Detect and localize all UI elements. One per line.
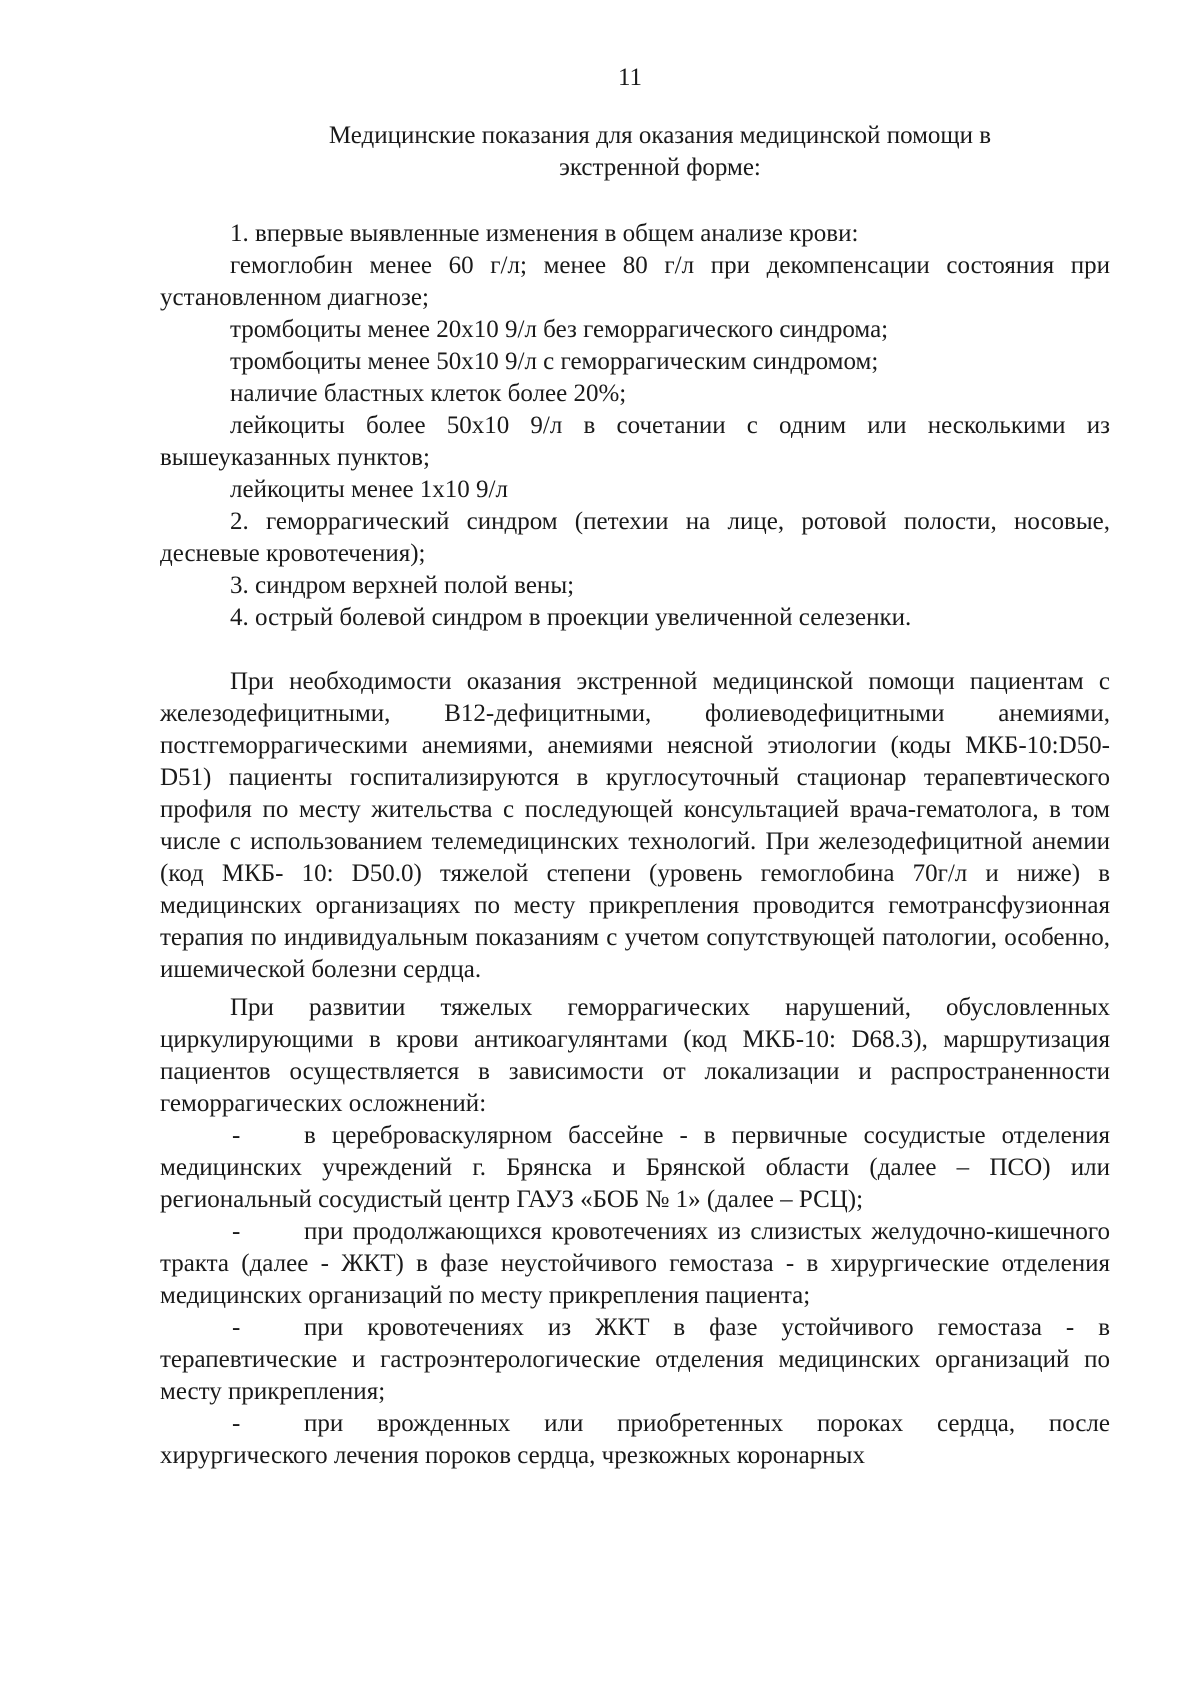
dash-list-item	[160, 1120, 1110, 1216]
indication-item: 1. впервые выявленные изменения в общем анализе крови:	[230, 220, 859, 247]
page-number: 11	[617, 64, 643, 91]
dash-marker: -	[232, 1218, 241, 1245]
dash-list-item-text: при продолжающихся кровотечениях из слизистых желудочно-кишечного тракта (далее - ЖКТ) в фазе неустойчивого гемостаза - в хирургические отделения медицинских организаций по месту прикрепления пациента;	[160, 1218, 1110, 1309]
dash-list-item-text: при кровотечениях из ЖКТ в фазе устойчивого гемостаза - в терапевтические и гастроэнтерологические отделения медицинских организаций по месту прикрепления;	[160, 1314, 1110, 1405]
indication-item: 4. острый болевой синдром в проекции увеличенной селезенки.	[230, 604, 912, 631]
indication-item: тромбоциты менее 50x10 9/л с геморрагическим синдромом;	[230, 348, 879, 375]
dash-marker: -	[232, 1122, 241, 1149]
indication-item: 3. синдром верхней полой вены;	[230, 572, 575, 599]
indication-item: тромбоциты менее 20x10 9/л без геморрагического синдрома;	[230, 316, 889, 343]
indication-item: 2. геморрагический синдром (петехии на лице, ротовой полости, носовые, десневые кровотечения);	[160, 508, 1110, 567]
section-heading-line-2: экстренной форме:	[559, 154, 761, 181]
dash-list-item	[160, 1216, 1110, 1312]
dash-marker: -	[232, 1410, 241, 1437]
dash-list-item	[160, 1408, 1110, 1472]
section-heading	[160, 120, 1160, 184]
section-heading-line-1: Медицинские показания для оказания медицинской помощи в	[328, 122, 992, 149]
dash-list-item	[160, 1312, 1110, 1408]
indication-item: наличие бластных клеток более 20%;	[230, 380, 627, 407]
body-paragraph: При необходимости оказания экстренной медицинской помощи пациентам с железодефицитными, B12-дефицитными, фолиеводефицитными анемиями, постгеморрагическими анемиями, анемиями неясной этиологии (коды МКБ-10:D50-D51) пациенты госпитализируются в круглосуточный стационар терапевтического профиля по месту жительства с последующей консультацией врача-гематолога, в том числе с использованием телемедицинских технологий. При железодефицитной анемии (код МКБ- 10: D50.0) тяжелой степени (уровень гемоглобина 70г/л и ниже) в медицинских организациях по месту прикрепления проводится гемотрансфузионная терапия по индивидуальным показаниям с учетом сопутствующей патологии, особенно, ишемической болезни сердца.	[160, 668, 1110, 983]
indication-item: лейкоциты более 50x10 9/л в сочетании с одним или несколькими из вышеуказанных пунктов;	[160, 412, 1110, 471]
indication-item: лейкоциты менее 1x10 9/л	[230, 476, 508, 503]
body-paragraph: При развитии тяжелых геморрагических нарушений, обусловленных циркулирующими в крови антикоагулянтами (код МКБ-10: D68.3), маршрутизация пациентов осуществляется в зависимости от локализации и распространенности геморрагических осложнений:	[160, 994, 1110, 1117]
dash-list-item-text: в цереброваскулярном бассейне - в первичные сосудистые отделения медицинских учреждений г. Брянска и Брянской области (далее – ПСО) или региональный сосудистый центр ГАУЗ «БОБ № 1» (далее – РСЦ);	[160, 1122, 1110, 1213]
paragraph-spacer	[160, 634, 1110, 666]
dash-marker: -	[232, 1314, 241, 1341]
indication-item: гемоглобин менее 60 г/л; менее 80 г/л при декомпенсации состояния при установленном диагнозе;	[160, 252, 1110, 311]
document-body	[160, 218, 1110, 1472]
dash-list-item-text: при врожденных или приобретенных пороках сердца, после хирургического лечения пороков сердца, чрезкожных коронарных	[160, 1410, 1110, 1469]
